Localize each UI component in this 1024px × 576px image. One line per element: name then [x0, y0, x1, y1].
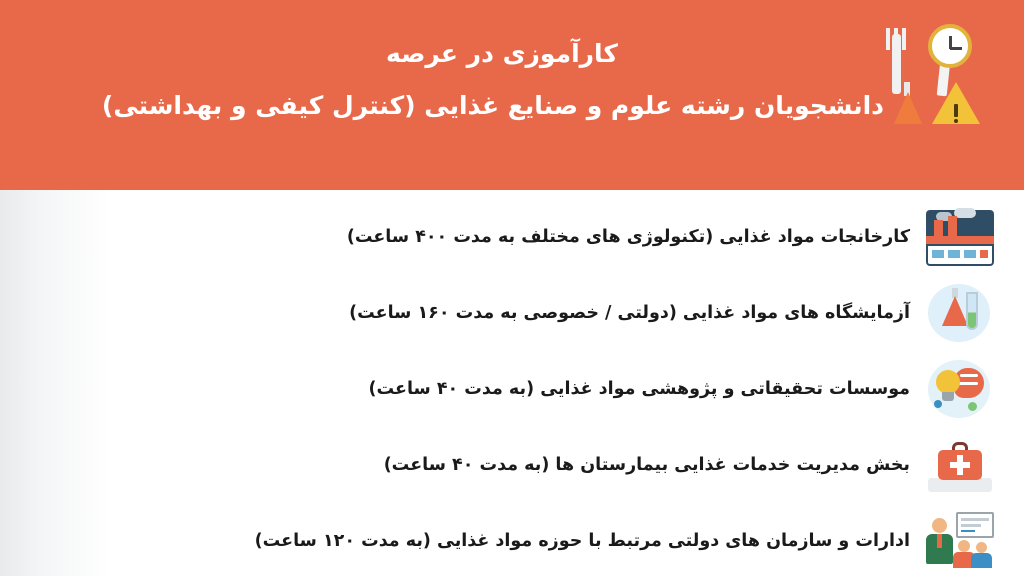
header-title-block — [101, 28, 884, 132]
list-item-label: بخش مدیریت خدمات غذایی بیمارستان ها (به مدت ۴۰ ساعت) — [383, 454, 910, 475]
list-item-label: ادارات و سازمان های دولتی مرتبط با حوزه مواد غذایی (به مدت ۱۲۰ ساعت) — [254, 530, 910, 551]
list-item-label: موسسات تحقیقاتی و پژوهشی مواد غذایی (به مدت ۴۰ ساعت) — [368, 378, 910, 399]
page-title-line-1: کارآموزی در عرصه — [386, 39, 618, 68]
list-item — [0, 274, 1024, 351]
page-title-line-2: دانشجویان رشته علوم و صنایع غذایی (کنترل کیفی و بهداشتی) — [101, 91, 884, 120]
research-brain-bulb-icon — [924, 358, 996, 420]
list-item — [0, 426, 1024, 503]
list-item-label: آزمایشگاه های مواد غذایی (دولتی / خصوصی به مدت ۱۶۰ ساعت) — [349, 302, 910, 323]
warning-triangle-icon — [932, 82, 980, 124]
internship-list — [0, 190, 1024, 576]
lab-flask-icon — [924, 282, 996, 344]
food-safety-icon — [888, 26, 996, 136]
medical-bag-icon — [924, 434, 996, 496]
list-item-label: کارخانجات مواد غذایی (تکنولوژی های مختلف به مدت ۴۰۰ ساعت) — [346, 226, 910, 247]
list-item — [0, 350, 1024, 427]
list-item — [0, 502, 1024, 576]
slide-header — [0, 0, 1024, 190]
flask-icon — [890, 82, 924, 126]
clock-icon — [928, 24, 972, 68]
factory-icon — [924, 206, 996, 268]
list-item — [0, 198, 1024, 275]
government-staff-icon — [924, 510, 996, 572]
